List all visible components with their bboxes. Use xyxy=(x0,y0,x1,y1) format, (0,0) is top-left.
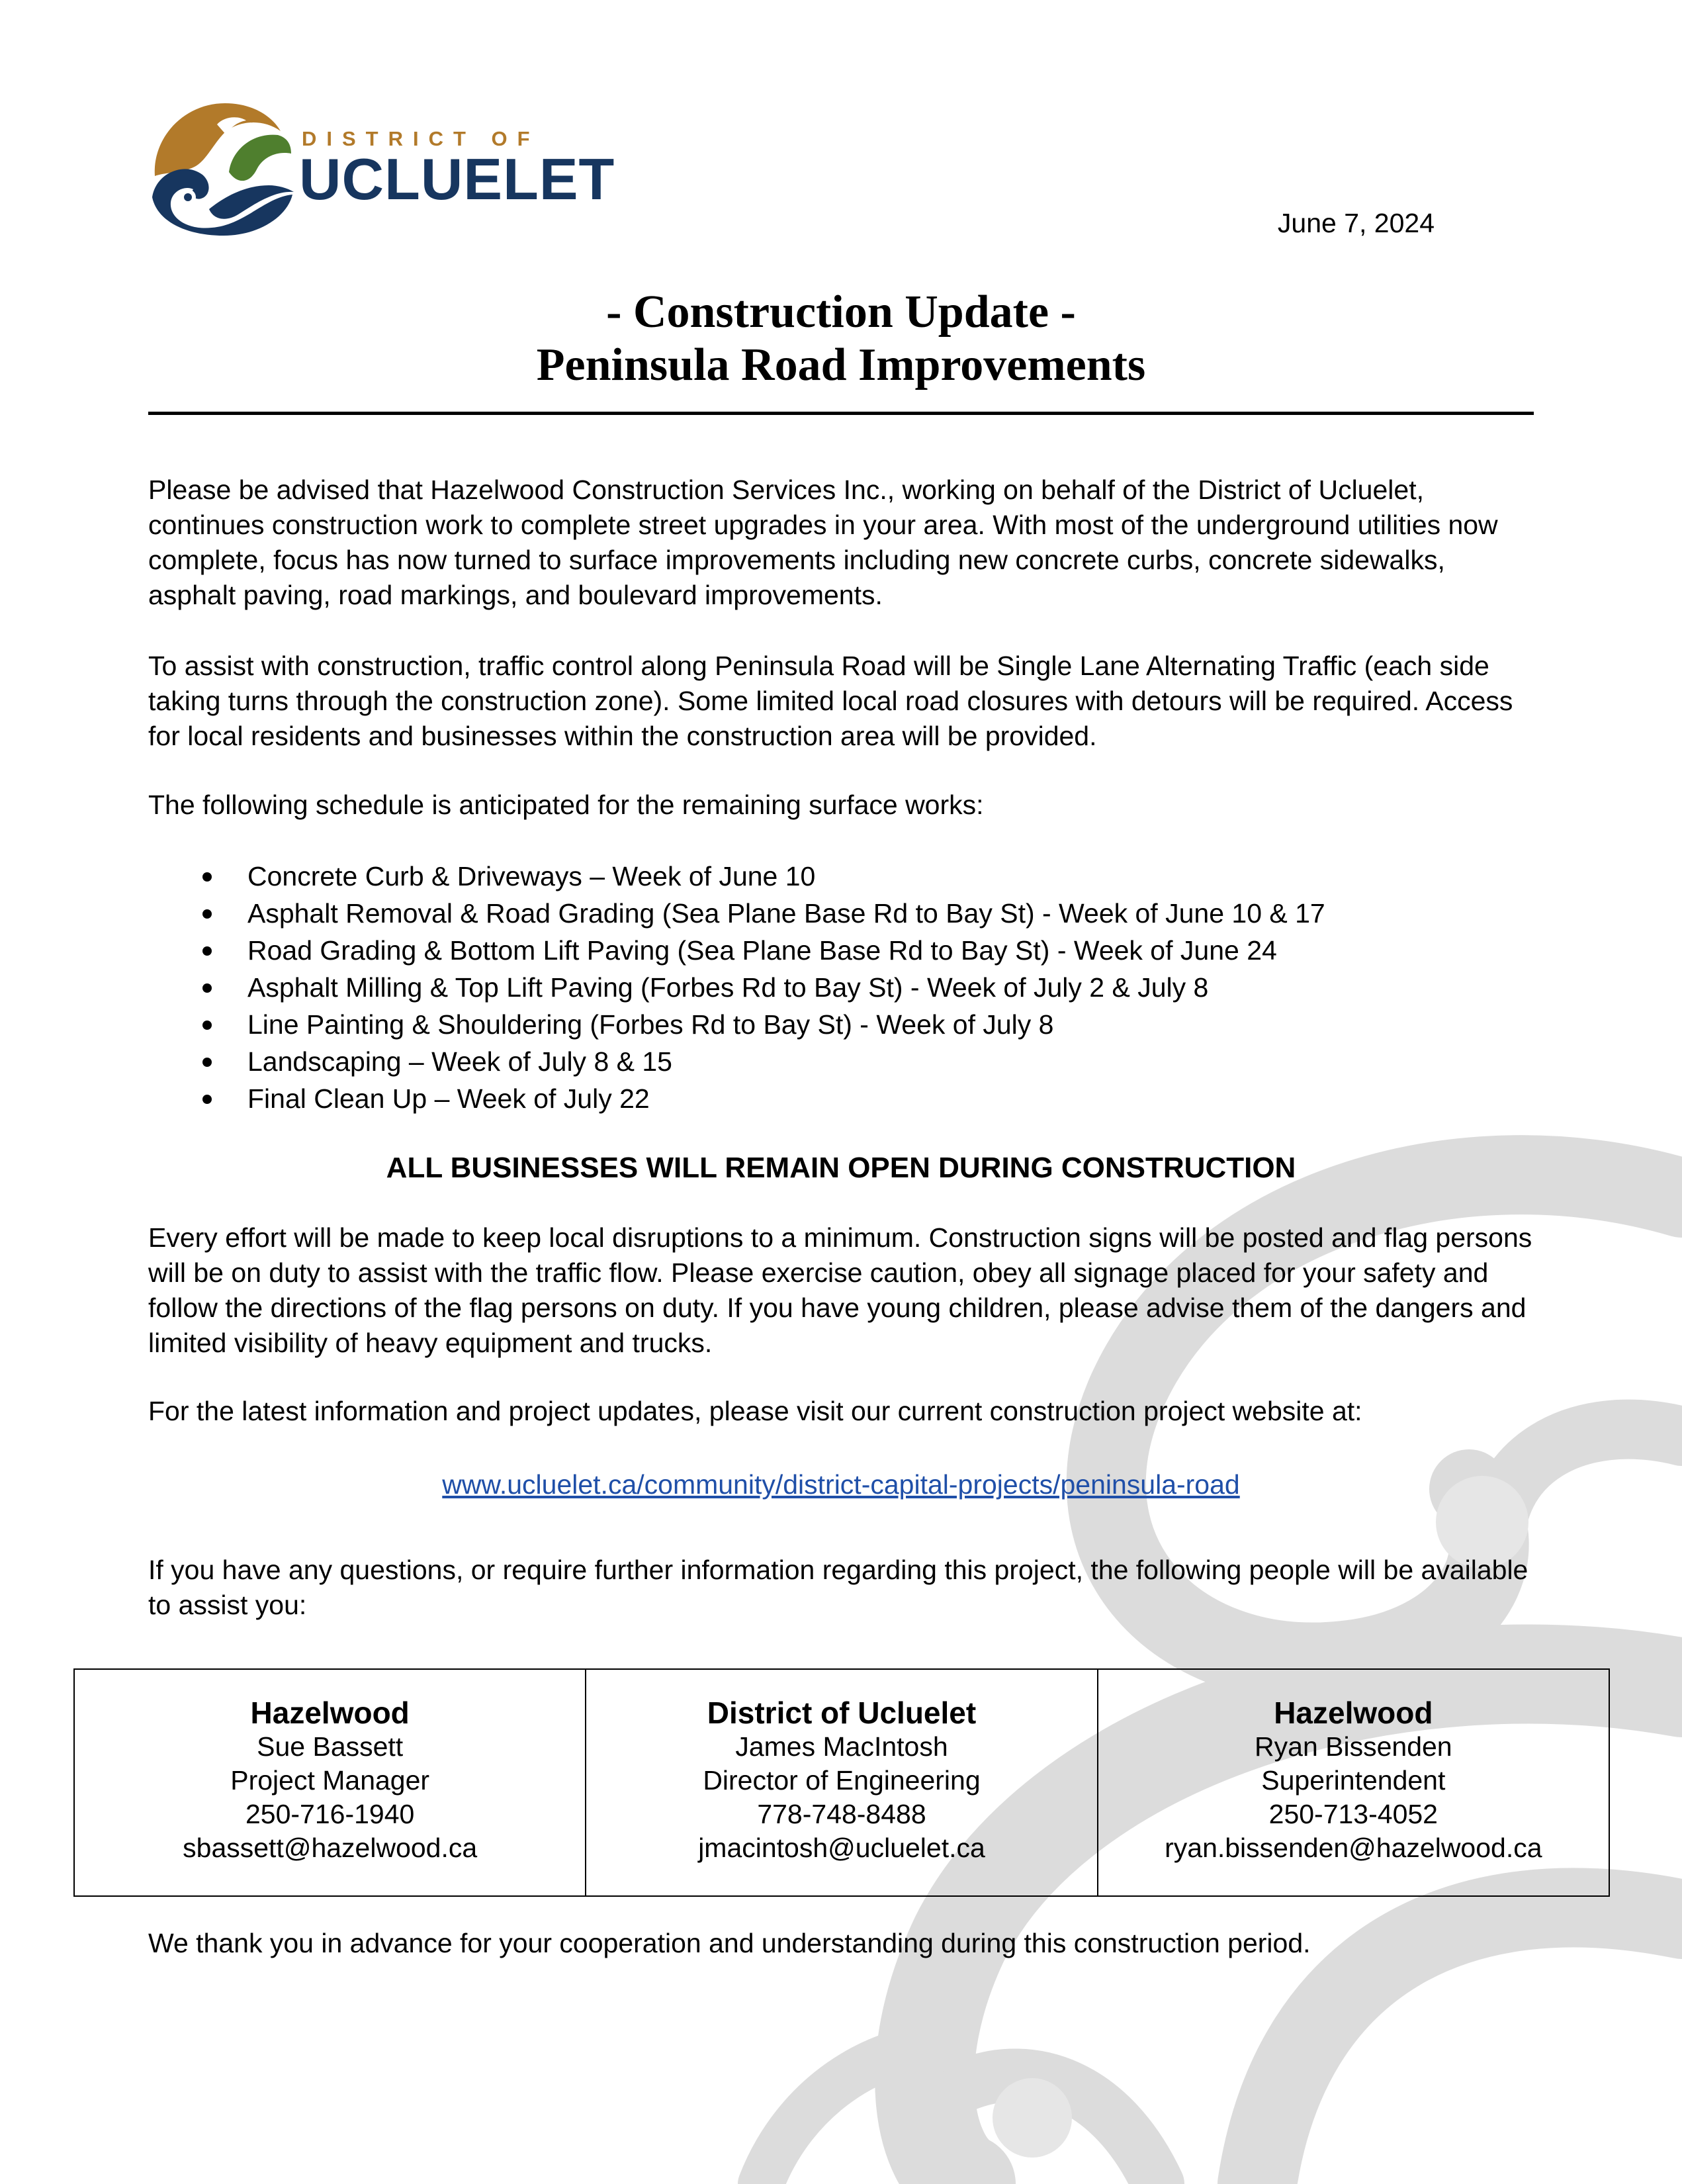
intro-paragraph: Please be advised that Hazelwood Construction Services Inc., working on behalf of the District of Ucluelet, continues construction work to complete street upgrades in your area. With most of the underground utilities now complete, focus has now turned to surface improvements including new concrete curbs, concrete sidewalks, asphalt paving, road markings, and boulevard improvements. xyxy=(148,475,1498,610)
list-item: Landscaping – Week of July 8 & 15 xyxy=(196,1043,1325,1080)
contact-org: Hazelwood xyxy=(250,1696,410,1730)
contact-org: Hazelwood xyxy=(1274,1696,1433,1730)
list-item: Asphalt Removal & Road Grading (Sea Plane Base Rd to Bay St) - Week of June 10 & 17 xyxy=(196,895,1325,932)
contact-name: Ryan Bissenden xyxy=(1255,1731,1452,1762)
contact-card xyxy=(585,1670,1096,1895)
closing-paragraph: We thank you in advance for your cooperation and understanding during this construction period. xyxy=(148,1928,1311,1958)
contact-email[interactable]: sbassett@hazelwood.ca xyxy=(183,1833,478,1863)
wave-emblem-icon xyxy=(146,98,298,237)
title-line-2: Peninsula Road Improvements xyxy=(536,340,1146,390)
contact-card xyxy=(1097,1670,1609,1895)
list-item: Asphalt Milling & Top Lift Paving (Forbes Rd to Bay St) - Week of July 2 & July 8 xyxy=(196,969,1325,1006)
logo-subtitle: DISTRICT OF xyxy=(302,127,540,150)
traffic-paragraph: To assist with construction, traffic control along Peninsula Road will be Single Lane Alternating Traffic (each side taking turns through the construction zone). Some limited local road closures with detours will be required. Access for local residents and businesses within the construction area will be provided. xyxy=(148,651,1513,751)
schedule-intro: The following schedule is anticipated for the remaining surface works: xyxy=(148,790,984,820)
contact-phone: 250-716-1940 xyxy=(245,1799,415,1829)
questions-paragraph: If you have any questions, or require further information regarding this project, the following people will be available to assist you: xyxy=(148,1555,1528,1620)
contact-role: Superintendent xyxy=(1261,1765,1446,1796)
title-divider xyxy=(148,412,1534,415)
contact-email[interactable]: jmacintosh@ucluelet.ca xyxy=(698,1833,985,1863)
contact-role: Project Manager xyxy=(230,1765,430,1796)
contact-org: District of Ucluelet xyxy=(707,1696,977,1730)
list-item: Concrete Curb & Driveways – Week of June 10 xyxy=(196,858,1325,895)
schedule-list xyxy=(196,858,1325,1117)
safety-paragraph: Every effort will be made to keep local disruptions to a minimum. Construction signs will be posted and flag persons will be on duty to assist with the traffic flow. Please exercise caution, obey all signage placed for your safety and follow the directions of the flag persons on duty. If you have young children, please advise them of the dangers and limited visibility of heavy equipment and trucks. xyxy=(148,1222,1532,1358)
district-logo xyxy=(146,98,615,237)
list-item: Road Grading & Bottom Lift Paving (Sea Plane Base Rd to Bay St) - Week of June 24 xyxy=(196,932,1325,969)
list-item: Line Painting & Shouldering (Forbes Rd to Bay St) - Week of July 8 xyxy=(196,1006,1325,1043)
letter-date: June 7, 2024 xyxy=(1277,208,1435,238)
contact-phone: 778-748-8488 xyxy=(757,1799,926,1829)
businesses-open-notice: ALL BUSINESSES WILL REMAIN OPEN DURING CONSTRUCTION xyxy=(386,1152,1296,1184)
logo-wordmark: UCLUELET xyxy=(299,146,615,212)
contact-role: Director of Engineering xyxy=(703,1765,981,1796)
contacts-table xyxy=(73,1668,1610,1897)
title-line-1: - Construction Update - xyxy=(606,287,1076,338)
contact-email[interactable]: ryan.bissenden@hazelwood.ca xyxy=(1165,1833,1542,1863)
website-intro: For the latest information and project updates, please visit our current construction project website at: xyxy=(148,1396,1362,1426)
contact-card xyxy=(75,1670,585,1895)
contact-phone: 250-713-4052 xyxy=(1268,1799,1438,1829)
contact-name: Sue Bassett xyxy=(257,1731,404,1762)
list-item: Final Clean Up – Week of July 22 xyxy=(196,1080,1325,1117)
project-website-link[interactable]: www.ucluelet.ca/community/district-capital-projects/peninsula-road xyxy=(442,1469,1240,1500)
contact-name: James MacIntosh xyxy=(735,1731,948,1762)
